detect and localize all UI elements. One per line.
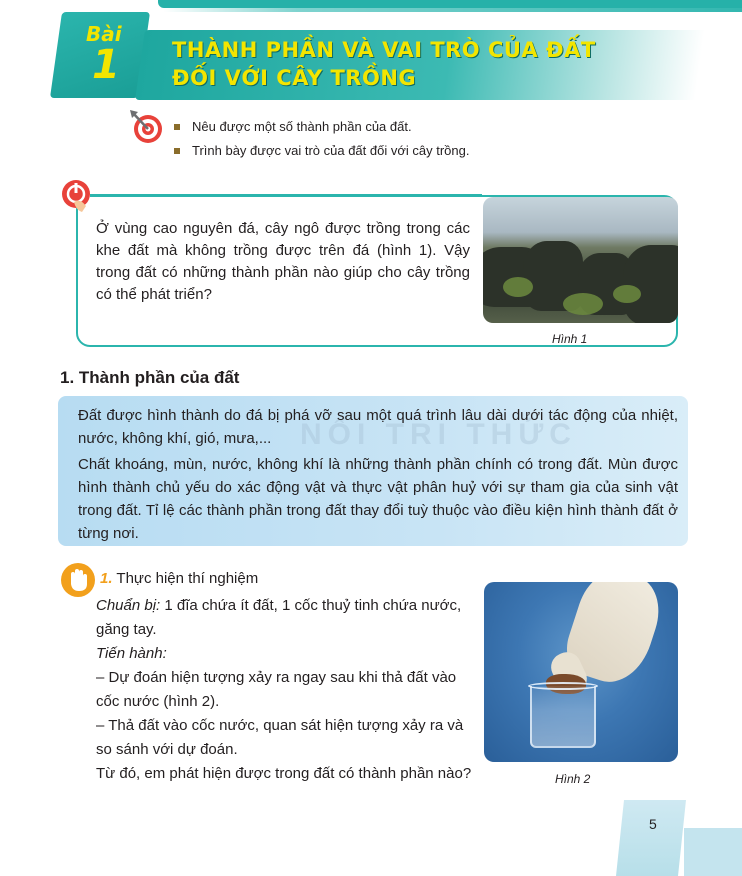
intro-paragraph: Ở vùng cao nguyên đá, cây ngô được trồng trong các khe đất mà không trồng được trên đá (hình 1). Vậy trong đất có những thành phần nào giúp cho cây trồng có thể phát triển? [96,220,470,303]
lesson-label: Bài [86,22,122,46]
objective-item: Trình bày được vai trò của đất đối với cây trồng. [174,142,469,166]
procedure-label: Tiến hành: [96,645,167,662]
page-number: 5 [649,816,657,832]
vegetation [613,285,641,303]
procedure-step-2: – Thả đất vào cốc nước, quan sát hiện tượng xảy ra và so sánh với dự đoán. [96,717,464,758]
preparation-label: Chuẩn bị: [96,597,161,614]
glass-rim-shape [528,682,598,690]
figure-1-image [483,197,678,323]
activity-question: Từ đó, em phát hiện được trong đất có thành phần nào? [96,765,472,782]
activity-number: 1. [100,570,113,587]
activity-title [100,570,258,587]
activity-title-text: Thực hiện thí nghiệm [116,570,259,587]
intro-frame-top-accent [90,194,482,197]
section-heading: 1. Thành phần của đất [60,368,240,387]
figure-2-caption: Hình 2 [555,772,591,786]
lesson-title-line2: ĐỐI VỚI CÂY TRỒNG [172,66,417,90]
activity-body [96,594,472,786]
vegetation [503,277,533,297]
lesson-number: 1 [92,42,120,88]
figure-2-image [484,582,678,762]
lesson-title-line1: THÀNH PHẦN VÀ VAI TRÒ CỦA ĐẤT [172,38,596,62]
preparation-line [96,594,472,642]
rock-shape [623,245,678,323]
page-corner-decoration [616,800,686,876]
start-icon [60,178,96,214]
figure-1-caption: Hình 1 [552,332,588,346]
preparation-text: 1 đĩa chứa ít đất, 1 cốc thuỷ tinh chứa nước, găng tay. [96,597,462,638]
objectives-list [174,118,469,166]
info-paragraph-1: Đất được hình thành do đá bị phá vỡ sau một quá trình lâu dài dưới tác động của nhiệt, nước, không khí, gió, mưa,... [78,407,678,447]
target-icon [128,108,166,146]
watermark-text: NỐI TRI THỨC [300,418,577,451]
vegetation [563,293,603,315]
hand-icon [60,562,96,598]
glass-of-water-shape [530,686,596,748]
procedure-step-1: – Dự đoán hiện tượng xảy ra ngay sau khi thả đất vào cốc nước (hình 2). [96,669,457,710]
objective-item: Nêu được một số thành phần của đất. [174,118,469,142]
page-corner-decoration [684,828,742,876]
header-teal-strip [158,0,742,8]
info-paragraph-2: Chất khoáng, mùn, nước, không khí là những thành phần chính có trong đất. Mùn được hình thành chủ yếu do xác động vật và thực vật phân huỷ với sự tham gia của sinh vật trong đất. Tỉ lệ các thành phần trong đất thay đổi tuỳ thuộc vào điều kiện hình thành đất ở từng nơi. [78,456,678,542]
